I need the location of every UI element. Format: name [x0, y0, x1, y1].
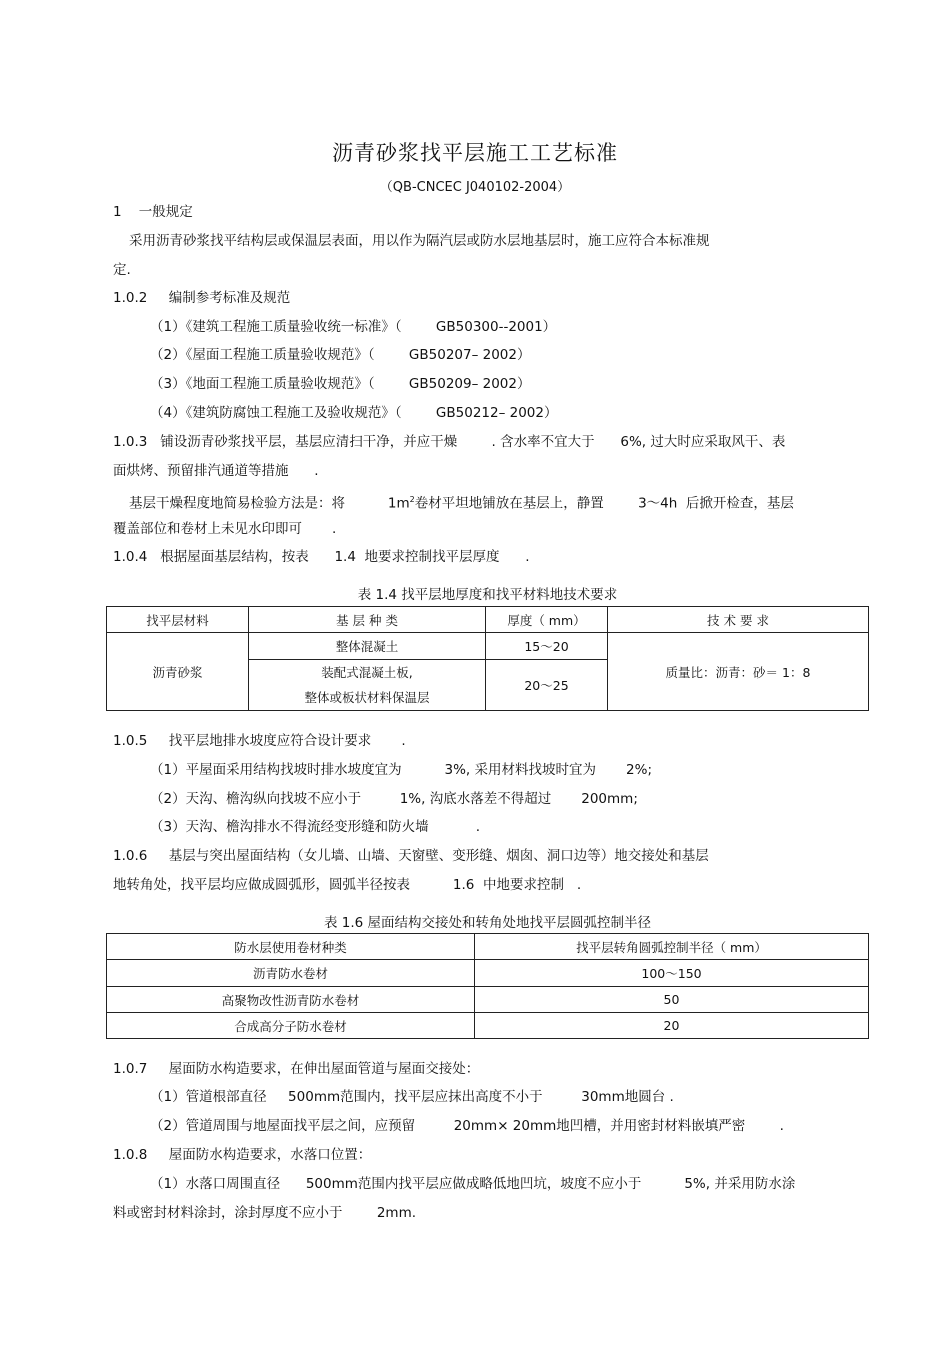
item-105-1: （1）平屋面采用结构找坡时排水坡度宜为 3%, 采用材料找坡时宜为 2%;: [150, 762, 653, 778]
section-106-line-1: 1.0.6 基层与突出屋面结构（女儿墙、山墙、天窗壁、变形缝、烟囱、洞口边等）地交接处和基层: [113, 848, 709, 864]
section-102-heading: 1.0.2 编制参考标准及规范: [113, 290, 291, 306]
table-cell-requirement: 质量比：沥青：砂＝ 1：8: [608, 633, 869, 711]
item-105-2: （2）天沟、檐沟纵向找坡不应小于 1%, 沟底水落差不得超过 200mm;: [150, 791, 638, 807]
table-cell: 高聚物改性沥青防水卷材: [107, 987, 475, 1013]
table-header: 基 层 种 类: [249, 607, 486, 633]
text-span: 卷材平坦地铺放在基层上，静置 3～4h 后掀开检查，基层: [414, 495, 794, 512]
superscript: 2: [409, 495, 415, 504]
section-106-line-2: 地转角处，找平层均应做成圆弧形，圆弧半径按表 1.6 中地要求控制 .: [113, 877, 582, 893]
reference-2: （2）《屋面工程施工质量验收规范》（ GB50207– 2002）: [150, 347, 531, 363]
section-103-line-4: 覆盖部位和卷材上未见水印即可 .: [113, 521, 337, 537]
table-header: 找平层转角圆弧控制半径（ mm）: [475, 934, 869, 960]
table-cell: 合成高分子防水卷材: [107, 1013, 475, 1039]
table-header: 技 术 要 求: [608, 607, 869, 633]
table-cell: 50: [475, 987, 869, 1013]
section-1-heading: 1 一般规定: [113, 204, 193, 220]
section-103-line-1: 1.0.3 铺设沥青砂浆找平层，基层应清扫干净，并应干燥 . 含水率不宜大于 6%, 过大时应采取风干、表: [113, 434, 786, 450]
item-105-3: （3）天沟、檐沟排水不得流经变形缝和防火墙 .: [150, 819, 481, 835]
table-header: 厚度（ mm）: [486, 607, 608, 633]
document-title: 沥青砂浆找平层施工工艺标准: [332, 141, 618, 165]
paragraph-1-line-2: 定.: [113, 262, 131, 278]
reference-1: （1）《建筑工程施工质量验收统一标准》（ GB50300--2001）: [150, 319, 557, 335]
table-cell: 100～150: [475, 960, 869, 987]
paragraph-1-line-1: 采用沥青砂浆找平结构层或保温层表面，用以作为隔汽层或防水层地基层时，施工应符合本标准规: [129, 233, 710, 249]
section-105: 1.0.5 找平层地排水坡度应符合设计要求 .: [113, 733, 406, 749]
section-108: 1.0.8 屋面防水构造要求，水落口位置：: [113, 1147, 372, 1163]
item-108-1-line-2: 料或密封材料涂封，涂封厚度不应小于 2mm.: [113, 1205, 417, 1221]
standard-code: （QB-CNCEC J040102-2004）: [379, 180, 571, 195]
section-104: 1.0.4 根据屋面基层结构，按表 1.4 地要求控制找平层厚度 .: [113, 549, 530, 565]
section-103-line-2: 面烘烤、预留排汽通道等措施 .: [113, 463, 319, 479]
item-107-2: （2）管道周围与地屋面找平层之间，应预留 20mm× 20mm地凹槽，并用密封材料嵌填严密 .: [150, 1118, 784, 1134]
table-1-6: [106, 933, 869, 1039]
table-1-4: [106, 606, 869, 711]
reference-4: （4）《建筑防腐蚀工程施工及验收规范》（ GB50212– 2002）: [150, 405, 558, 421]
item-107-1: （1）管道根部直径 500mm范围内，找平层应抹出高度不小于 30mm地圆台 .: [150, 1089, 674, 1105]
table-header: 找平层材料: [107, 607, 249, 633]
table-cell: 沥青防水卷材: [107, 960, 475, 987]
table-cell: 15～20: [486, 633, 608, 660]
cell-line: 装配式混凝土板,: [321, 665, 413, 680]
table-cell: 整体混凝土: [249, 633, 486, 660]
table-cell-material: 沥青砂浆: [107, 633, 249, 711]
table-cell: 20: [475, 1013, 869, 1039]
table-cell: 20～25: [486, 660, 608, 711]
reference-3: （3）《地面工程施工质量验收规范》（ GB50209– 2002）: [150, 376, 531, 392]
text-span: 基层干燥程度地简易检验方法是：将 1m: [129, 495, 410, 512]
table-1-4-caption: 表 1.4 找平层地厚度和找平材料地技术要求: [357, 587, 618, 603]
cell-line: 整体或板状材料保温层: [304, 690, 430, 705]
item-108-1-line-1: （1）水落口周围直径 500mm范围内找平层应做成略低地凹坑，坡度不应小于 5%, 并采用防水涂: [150, 1176, 796, 1192]
table-header: 防水层使用卷材种类: [107, 934, 475, 960]
section-107: 1.0.7 屋面防水构造要求，在伸出屋面管道与屋面交接处：: [113, 1061, 480, 1077]
section-103-line-3: [129, 491, 794, 513]
table-1-6-caption: 表 1.6 屋面结构交接处和转角处地找平层圆弧控制半径: [323, 915, 652, 931]
table-cell: [249, 660, 486, 711]
